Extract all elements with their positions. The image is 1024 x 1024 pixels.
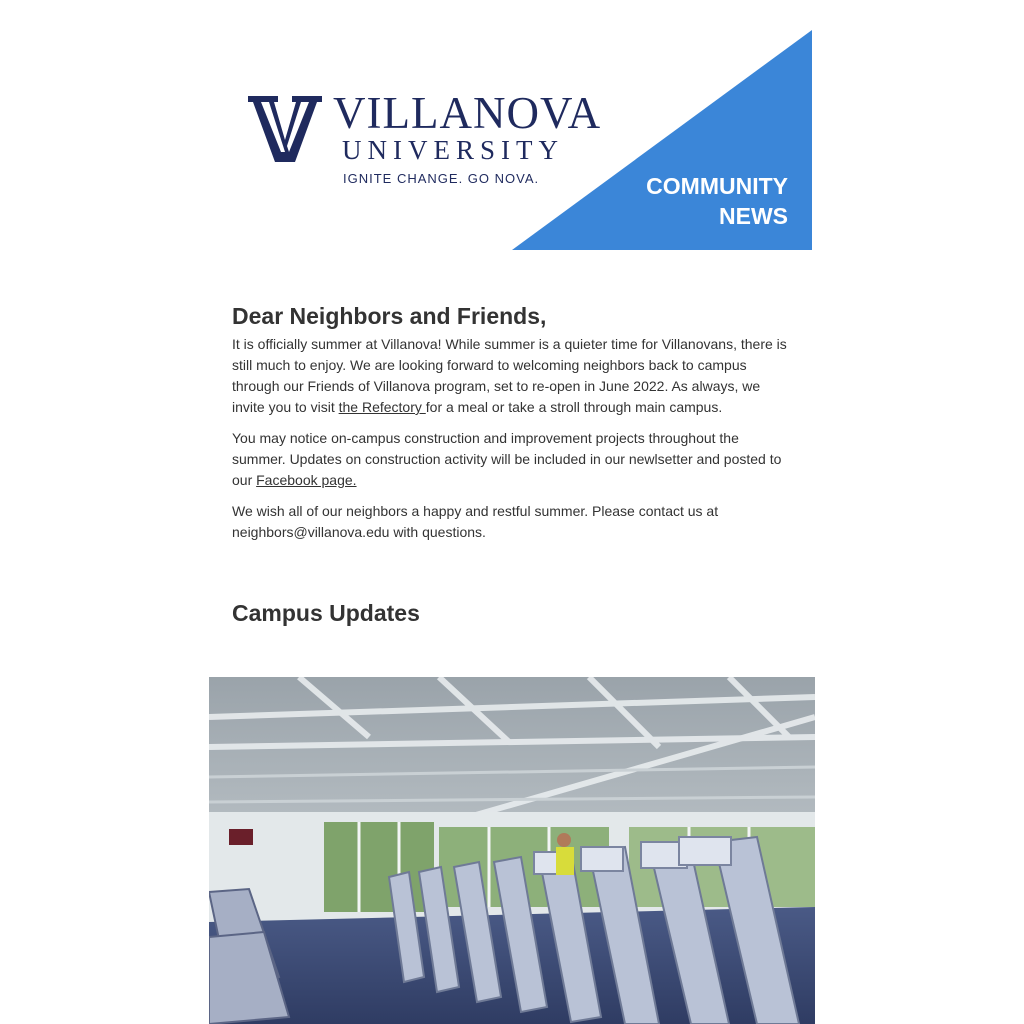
letter-body	[232, 298, 792, 553]
community-news-banner	[232, 30, 812, 250]
villanova-v-logo-icon	[248, 96, 322, 162]
paragraph-intro	[232, 334, 792, 418]
banner-label-community: COMMUNITY	[646, 173, 788, 199]
logo-tagline: IGNITE CHANGE. GO NOVA.	[343, 171, 540, 186]
paragraph-construction-text: You may notice on-campus construction and improvement projects throughout the summer. Updates on construction activity will be included in our newlsetter and posted to our	[232, 430, 782, 488]
paragraph-intro-text: It is officially summer at Villanova! While summer is a quieter time for Villanovans, there is still much to enjoy. We are looking forward to welcoming neighbors back to campus through our Friends of Villanova program, set to re-open in June 2022. As always, we invite you to visit	[232, 336, 787, 415]
banner-label-news: NEWS	[719, 203, 788, 229]
fitness-center-photo	[209, 677, 815, 1024]
campus-updates-heading: Campus Updates	[232, 600, 420, 626]
paragraph-construction	[232, 428, 792, 491]
facebook-link[interactable]: Facebook page.	[256, 472, 357, 488]
gym-image-icon	[209, 677, 815, 1024]
paragraph-closing: We wish all of our neighbors a happy and restful summer. Please contact us at neighbors@villanova.edu with questions.	[232, 503, 719, 540]
logo-university: UNIVERSITY	[342, 135, 564, 165]
refectory-link[interactable]: the Refectory	[338, 399, 426, 415]
paragraph-intro-end: for a meal or take a stroll through main campus.	[425, 399, 723, 415]
logo-wordmark: VILLANOVA	[333, 88, 602, 138]
greeting-heading: Dear Neighbors and Friends,	[232, 303, 547, 329]
